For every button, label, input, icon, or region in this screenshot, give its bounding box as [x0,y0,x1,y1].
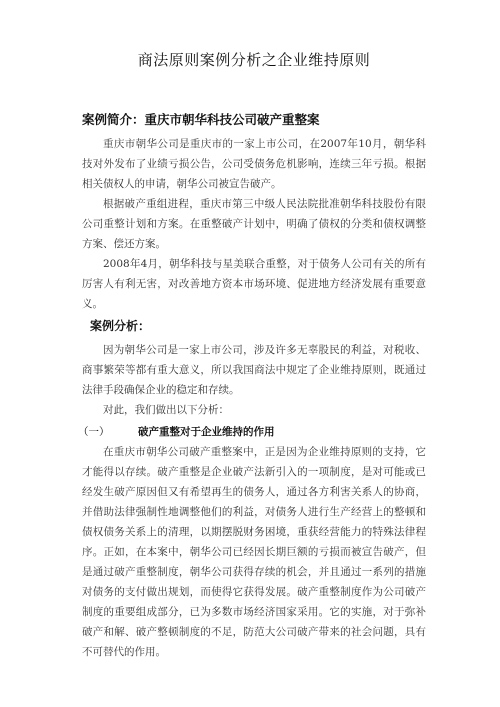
document-title: 商法原则案例分析之企业维持原则 [137,51,371,69]
section-title: 破产重整对于企业维持的作用 [138,426,275,438]
section-paragraph: 在重庆市朝华公司破产重整案中，正是因为企业维持原则的支持，它才能得以存续。破产重整是企业破产法新引入的一项制度，是对可能或已经发生破产原因但又有希望再生的债务人，通过各方利害关系人的协商，并借助法律强制性地调整他们的利益，对债务人进行生产经营上的整顿和债权债务关系上的清理，以期摆脱财务困境，重获经营能力的特殊法律程序。正如，在本案中，朝华公司已经因长期巨额的亏损而被宣告破产，但是通过破产重整制度，朝华公司获得存续的机会，并且通过一系列的措施对债务的支付做出规划，而使得它获得发展。破产重整制度作为公司破产制度的重要组成部分，已为多数市场经济国家采用。它的实施，对于弥补破产和解、破产整顿制度的不足，防范大公司破产带来的社会问题，具有不可替代的作用。 [82,446,426,658]
intro-heading: 案例简介：重庆市朝华科技公司破产重整案 [82,112,320,127]
intro-paragraph: 重庆市朝华公司是重庆市的一家上市公司，在2007年10月，朝华科技对外发布了业绩亏损公告，公司受债务危机影响，连续三年亏损。根据相关债权人的申请，朝华公司被宣告破产。 [82,138,426,190]
section-body [82,442,426,662]
analysis-paragraph: 因为朝华公司是一家上市公司，涉及许多无辜股民的利益，对税收、商事繁荣等都有重大意义，所以我国商法中规定了企业维持原则，既通过法律手段确保企业的稳定和存续。 [82,344,426,396]
intro-paragraph: 2008年4月，朝华科技与星美联合重整，对于债务人公司有关的所有厉害人有利无害，对改善地方资本市场环境、促进地方经济发展有重要意义。 [82,258,426,310]
intro-section [82,134,426,314]
analysis-paragraph: 对此，我们做出以下分析： [103,404,229,416]
intro-paragraph: 根据破产重组进程，重庆市第三中级人民法院批准朝华科技股份有限公司重整计划和方案。在重整破产计划中，明确了债权的分类和债权调整方案、偿还方案。 [82,198,426,250]
section-number: （一） [78,426,110,438]
analysis-heading: 案例分析： [90,319,151,333]
analysis-section [82,340,426,420]
section-heading [78,422,426,442]
